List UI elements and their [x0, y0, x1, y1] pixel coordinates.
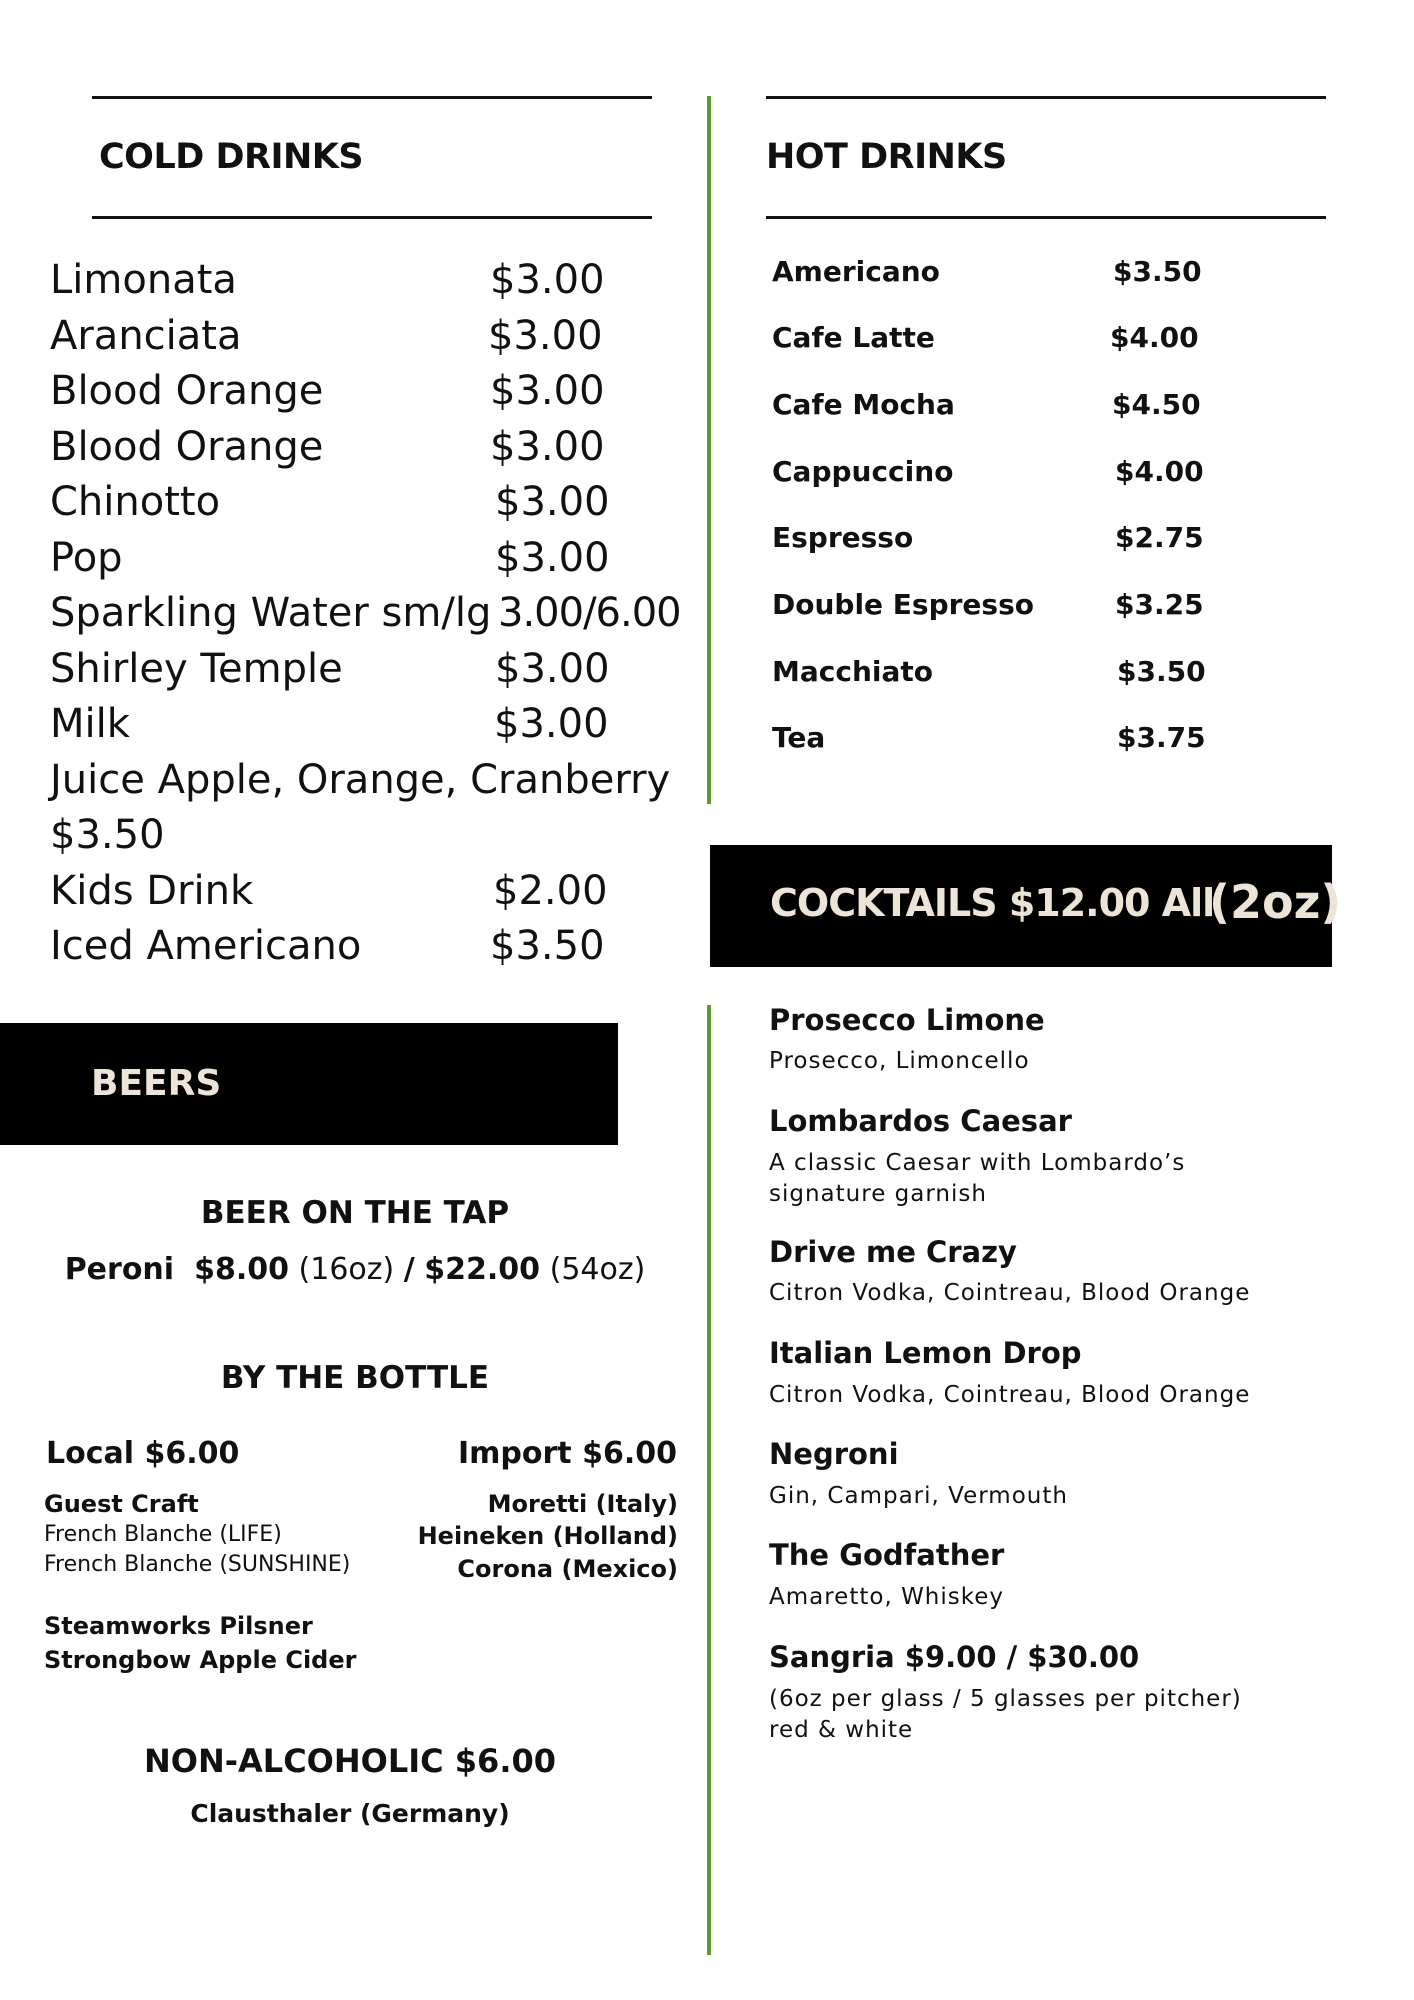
- hot-item-name: Macchiato: [772, 655, 933, 688]
- hot-item-price: $3.50: [1117, 655, 1206, 688]
- cocktail-description: Citron Vodka, Cointreau, Blood Orange: [769, 1382, 1251, 1408]
- by-the-bottle-heading: BY THE BOTTLE: [220, 1360, 490, 1396]
- cold-item-name: Juice Apple, Orange, Cranberry: [50, 757, 671, 803]
- hot-item-name: Espresso: [772, 521, 914, 554]
- cold-item-name: Limonata: [50, 257, 237, 303]
- hot-drinks-title: HOT DRINKS: [766, 137, 1007, 177]
- cold-item-price: $3.00: [488, 313, 603, 359]
- hot-item-price: $4.50: [1112, 388, 1201, 421]
- local-beer-item: French Blanche (LIFE): [44, 1522, 282, 1547]
- cold-item-price: $3.00: [495, 535, 610, 581]
- hot-item-price: $3.25: [1115, 588, 1204, 621]
- beers-title: BEERS: [91, 1063, 222, 1104]
- hot-drinks-rule-top: [766, 96, 1326, 99]
- column-divider-top: [707, 96, 711, 804]
- cocktail-name: Drive me Crazy: [769, 1235, 1017, 1269]
- hot-item-name: Tea: [772, 721, 826, 754]
- tap-size-large: (54oz): [549, 1252, 646, 1287]
- cocktail-description: Citron Vodka, Cointreau, Blood Orange: [769, 1280, 1251, 1306]
- cold-item-name: Chinotto: [50, 479, 221, 525]
- cold-item-price: $3.00: [495, 479, 610, 525]
- cold-item-price: $3.50: [50, 812, 165, 858]
- hot-item-name: Cappuccino: [772, 455, 954, 488]
- hot-item-name: Americano: [772, 255, 940, 288]
- cold-item-price: $3.00: [495, 646, 610, 692]
- cold-item-price: $3.50: [490, 923, 605, 969]
- cold-drinks-rule-bottom: [92, 216, 652, 219]
- cocktail-name: Italian Lemon Drop: [769, 1336, 1082, 1370]
- import-beer-item: Moretti (Italy): [487, 1490, 678, 1518]
- local-beer-item: French Blanche (SUNSHINE): [44, 1552, 351, 1577]
- beer-on-tap-row: [0, 1252, 710, 1287]
- cold-item-name: Sparkling Water sm/lg: [50, 590, 492, 636]
- hot-item-price: $3.50: [1113, 255, 1202, 288]
- cold-drinks-rule-top: [92, 96, 652, 99]
- local-beer-item: Guest Craft: [44, 1490, 199, 1518]
- cocktail-description-line2: signature garnish: [769, 1181, 987, 1207]
- cocktail-description-line2: red & white: [769, 1717, 914, 1743]
- cold-item-name: Kids Drink: [50, 868, 254, 914]
- cocktails-size: (2oz): [1209, 875, 1342, 929]
- import-beer-item: Corona (Mexico): [457, 1555, 678, 1583]
- cocktail-description: Gin, Campari, Vermouth: [769, 1483, 1068, 1509]
- cold-item-price: $3.00: [490, 368, 605, 414]
- beer-on-tap-heading: BEER ON THE TAP: [200, 1195, 510, 1231]
- cold-item-name: Blood Orange: [50, 424, 324, 470]
- cold-item-price: $2.00: [493, 868, 608, 914]
- import-beer-heading: Import $6.00: [458, 1436, 677, 1471]
- hot-item-name: Cafe Mocha: [772, 388, 955, 421]
- cocktail-description: (6oz per glass / 5 glasses per pitcher): [769, 1686, 1242, 1712]
- cocktail-name: Prosecco Limone: [769, 1003, 1045, 1037]
- cold-item-price: $3.00: [490, 424, 605, 470]
- tap-size-small: (16oz): [298, 1252, 395, 1287]
- cold-item-name: Blood Orange: [50, 368, 324, 414]
- cold-item-name: Shirley Temple: [50, 646, 343, 692]
- non-alcoholic-heading: NON-ALCOHOLIC $6.00: [143, 1742, 556, 1780]
- cocktail-description: A classic Caesar with Lombardo’s: [769, 1150, 1186, 1176]
- cocktail-name: The Godfather: [769, 1538, 1005, 1572]
- cocktail-name: Negroni: [769, 1437, 899, 1471]
- hot-item-name: Double Espresso: [772, 588, 1034, 621]
- cold-item-price: 3.00/6.00: [498, 590, 681, 636]
- local-beer-heading: Local $6.00: [46, 1436, 240, 1471]
- hot-item-price: $3.75: [1117, 721, 1206, 754]
- tap-separator: /: [403, 1252, 415, 1287]
- import-beer-item: Heineken (Holland): [417, 1522, 678, 1550]
- column-divider-bottom: [707, 1005, 711, 1955]
- non-alcoholic-item: Clausthaler (Germany): [190, 1799, 510, 1828]
- hot-drinks-rule-bottom: [766, 216, 1326, 219]
- hot-item-price: $4.00: [1110, 321, 1199, 354]
- hot-item-price: $2.75: [1115, 521, 1204, 554]
- hot-item-price: $4.00: [1115, 455, 1204, 488]
- cocktail-name: Sangria $9.00 / $30.00: [769, 1640, 1140, 1674]
- cold-item-name: Iced Americano: [50, 923, 362, 969]
- cold-item-name: Aranciata: [50, 313, 242, 359]
- cold-item-name: Pop: [50, 535, 123, 581]
- tap-beer-name: Peroni: [64, 1252, 175, 1287]
- hot-item-name: Cafe Latte: [772, 321, 935, 354]
- local-beer-item: Steamworks Pilsner: [44, 1612, 313, 1640]
- tap-price-small: $8.00: [194, 1252, 289, 1287]
- cold-item-price: $3.00: [490, 257, 605, 303]
- local-beer-item: Strongbow Apple Cider: [44, 1646, 357, 1674]
- cold-drinks-title: COLD DRINKS: [99, 137, 364, 177]
- cocktail-description: Amaretto, Whiskey: [769, 1584, 1005, 1610]
- cocktail-description: Prosecco, Limoncello: [769, 1048, 1030, 1074]
- cold-item-price: $3.00: [494, 701, 609, 747]
- cocktails-title: COCKTAILS $12.00 All: [770, 881, 1215, 925]
- tap-price-large: $22.00: [424, 1252, 541, 1287]
- cocktail-name: Lombardos Caesar: [769, 1104, 1072, 1138]
- cold-item-name: Milk: [50, 701, 130, 747]
